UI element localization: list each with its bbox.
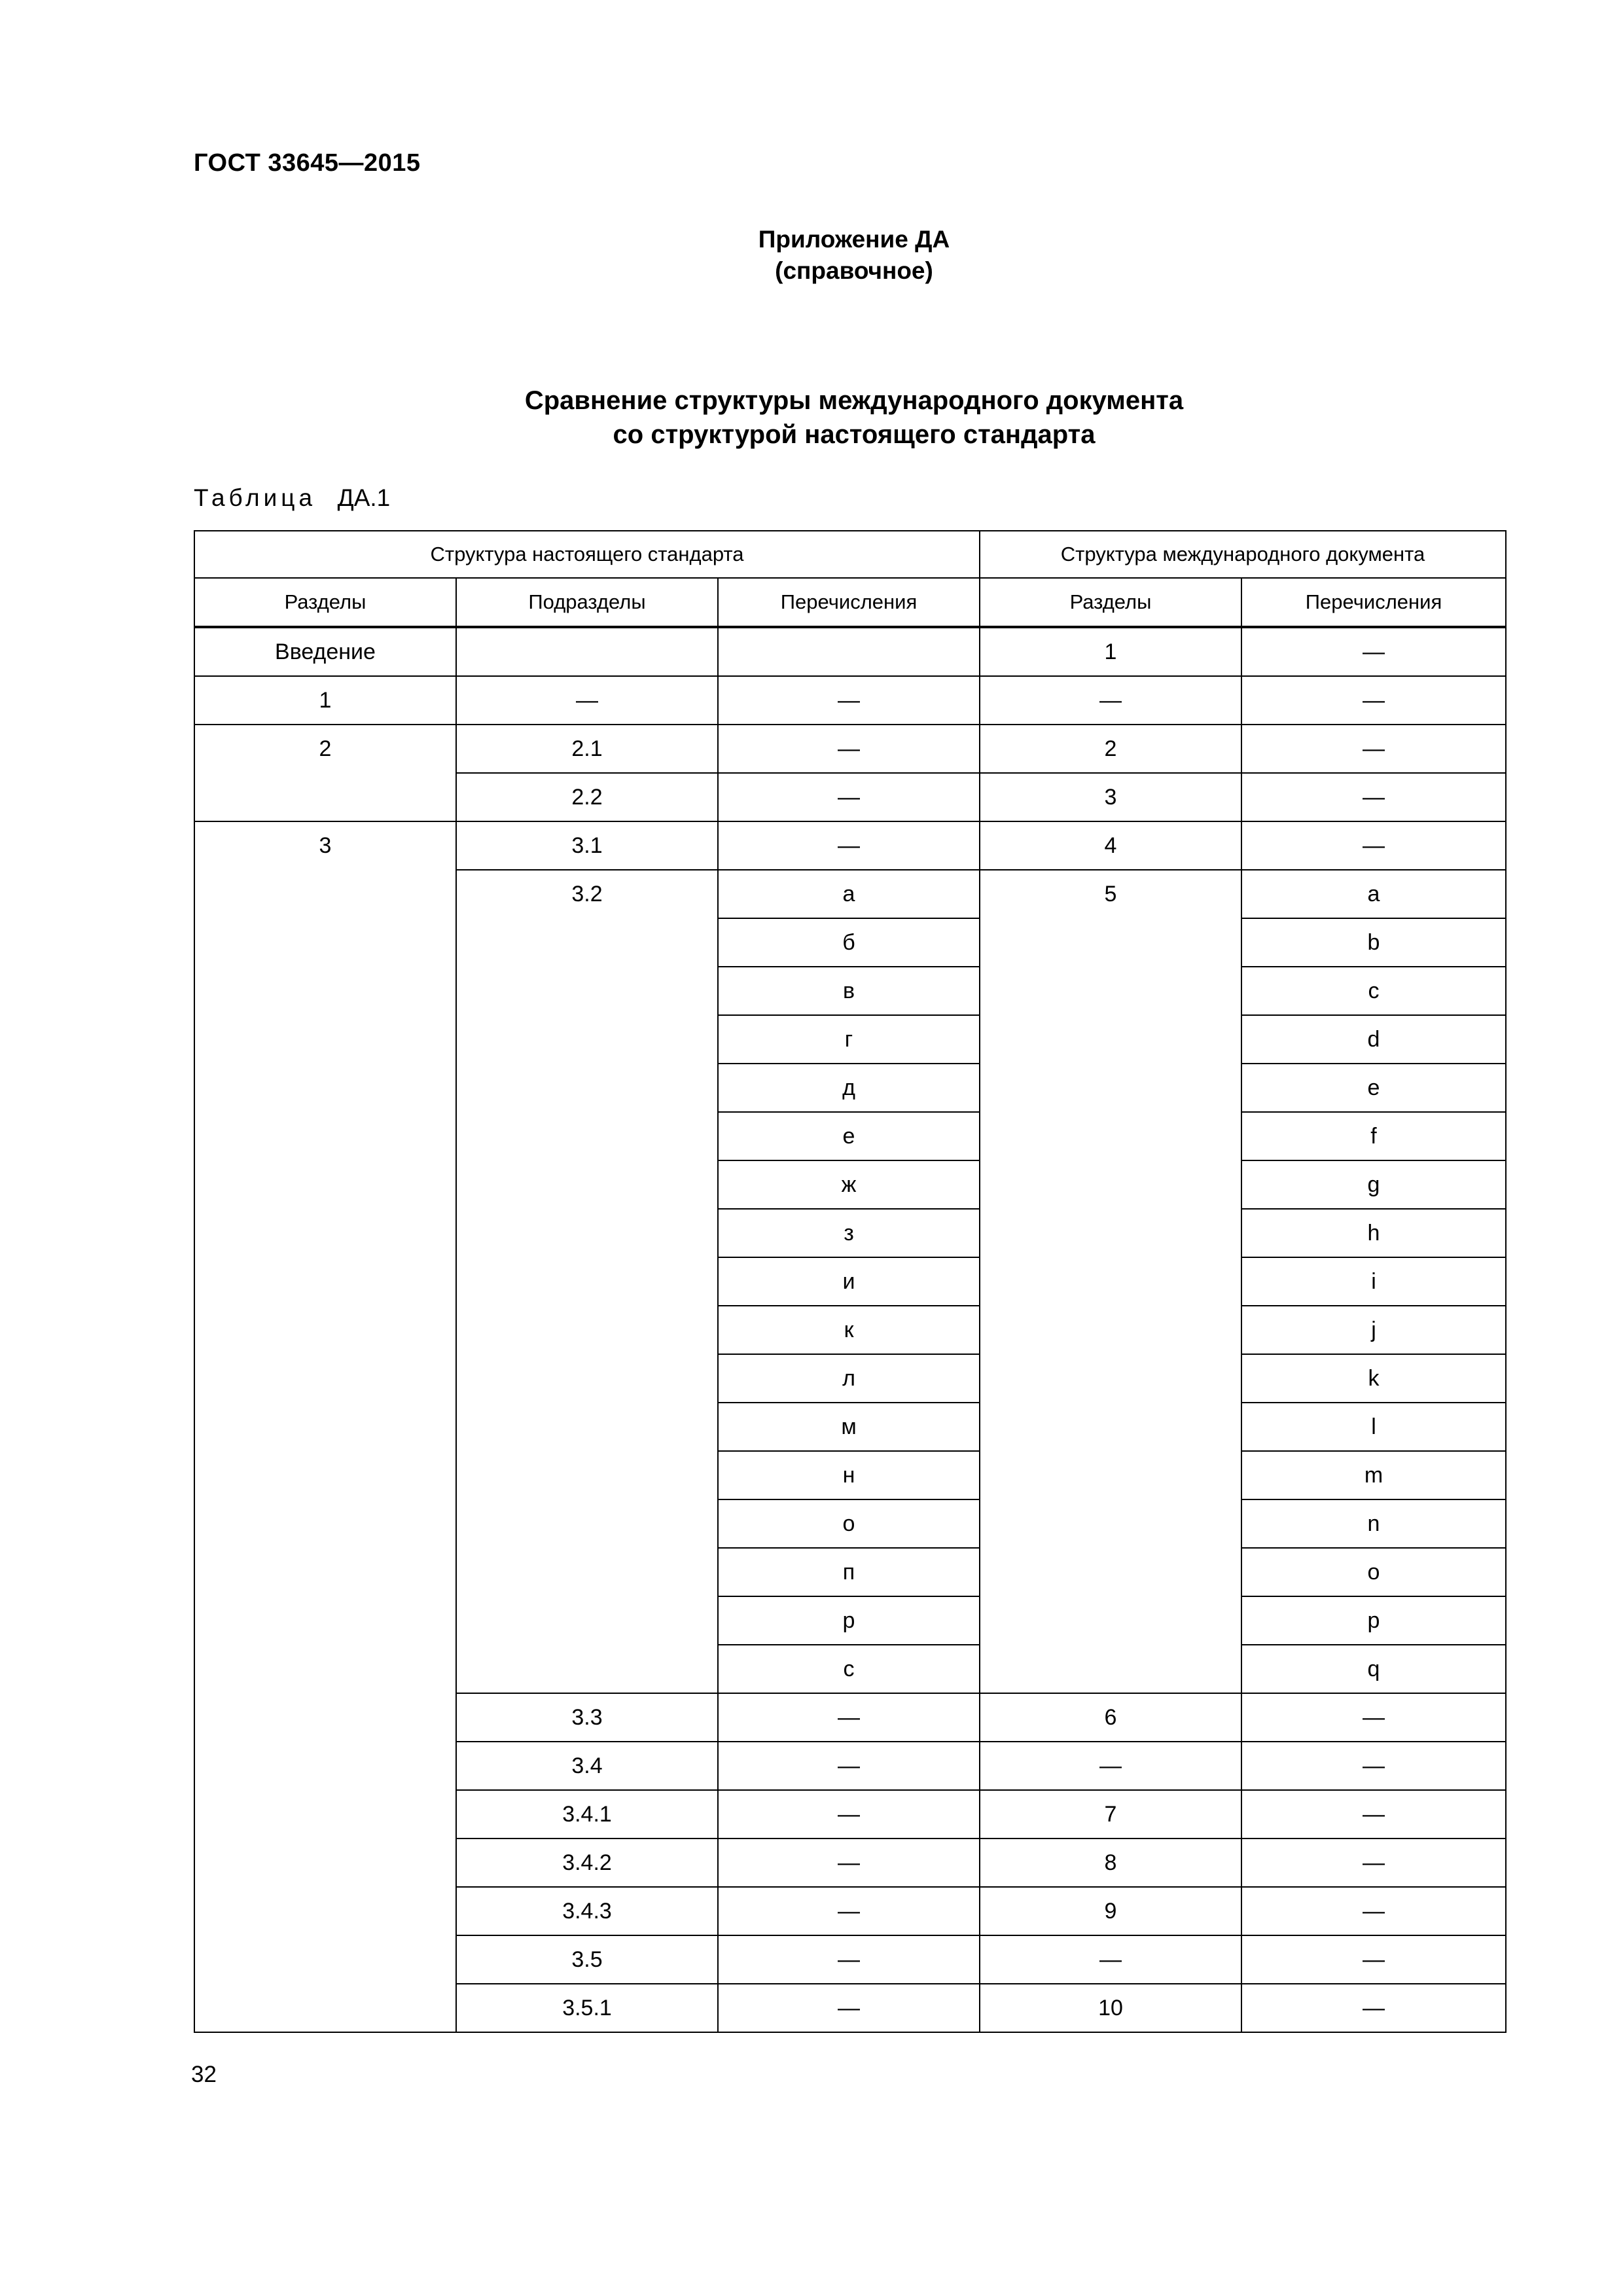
cell-subsection: 3.4.3 bbox=[456, 1887, 718, 1935]
cell-subsection bbox=[456, 627, 718, 676]
cell-enum: д bbox=[718, 1064, 980, 1112]
cell-intl-section: 8 bbox=[980, 1839, 1241, 1887]
cell-enum: м bbox=[718, 1403, 980, 1451]
cell-intl-section: 4 bbox=[980, 821, 1241, 870]
cell-intl-enum: — bbox=[1241, 676, 1506, 725]
cell-intl-enum: — bbox=[1241, 1839, 1506, 1887]
annex-subtitle: (справочное) bbox=[775, 257, 933, 284]
cell-enum bbox=[718, 627, 980, 676]
cell-enum: н bbox=[718, 1451, 980, 1499]
cell-enum: л bbox=[718, 1354, 980, 1403]
cell-intl-enum: a bbox=[1241, 870, 1506, 918]
cell-intl-enum: n bbox=[1241, 1499, 1506, 1548]
table-label-number: ДА.1 bbox=[337, 484, 391, 511]
cell-intl-enum: j bbox=[1241, 1306, 1506, 1354]
cell-enum: — bbox=[718, 1935, 980, 1984]
cell-intl-section: — bbox=[980, 1742, 1241, 1790]
cell-subsection: 3.2 bbox=[456, 870, 718, 1693]
table-row bbox=[194, 725, 1506, 773]
col-header-subsections: Подразделы bbox=[456, 578, 718, 627]
cell-section: 2 bbox=[194, 725, 456, 821]
cell-enum: а bbox=[718, 870, 980, 918]
cell-enum: — bbox=[718, 1839, 980, 1887]
cell-subsection: — bbox=[456, 676, 718, 725]
cell-subsection: 3.5 bbox=[456, 1935, 718, 1984]
standard-number: ГОСТ 33645—2015 bbox=[194, 149, 421, 177]
cell-intl-section: 10 bbox=[980, 1984, 1241, 2032]
document-title-line1: Сравнение структуры международного документа bbox=[524, 386, 1184, 415]
cell-subsection: 3.4.1 bbox=[456, 1790, 718, 1839]
cell-intl-section: 9 bbox=[980, 1887, 1241, 1935]
cell-intl-enum: — bbox=[1241, 821, 1506, 870]
table-label-word: Таблица bbox=[194, 484, 317, 511]
cell-intl-enum: e bbox=[1241, 1064, 1506, 1112]
cell-enum: п bbox=[718, 1548, 980, 1596]
cell-intl-section: — bbox=[980, 1935, 1241, 1984]
cell-enum: — bbox=[718, 1790, 980, 1839]
table-label bbox=[194, 484, 390, 512]
group-header-row bbox=[194, 531, 1506, 578]
cell-subsection: 3.3 bbox=[456, 1693, 718, 1742]
comparison-table bbox=[194, 530, 1507, 2033]
cell-subsection: 2.2 bbox=[456, 773, 718, 821]
table-row bbox=[194, 821, 1506, 870]
cell-intl-enum: h bbox=[1241, 1209, 1506, 1257]
cell-enum: — bbox=[718, 676, 980, 725]
cell-intl-enum: b bbox=[1241, 918, 1506, 967]
table-row bbox=[194, 676, 1506, 725]
col-header-enumerations: Перечисления bbox=[718, 578, 980, 627]
cell-enum: г bbox=[718, 1015, 980, 1064]
cell-intl-enum: — bbox=[1241, 1742, 1506, 1790]
cell-enum: р bbox=[718, 1596, 980, 1645]
col-header-intl-sections: Разделы bbox=[980, 578, 1241, 627]
cell-intl-enum: — bbox=[1241, 725, 1506, 773]
cell-intl-enum: — bbox=[1241, 1887, 1506, 1935]
cell-enum: — bbox=[718, 1984, 980, 2032]
cell-enum: в bbox=[718, 967, 980, 1015]
col-header-intl-enumerations: Перечисления bbox=[1241, 578, 1506, 627]
cell-intl-enum: g bbox=[1241, 1160, 1506, 1209]
document-title-line2: со структурой настоящего стандарта bbox=[613, 420, 1096, 449]
cell-intl-section: 5 bbox=[980, 870, 1241, 1693]
cell-intl-enum: — bbox=[1241, 1790, 1506, 1839]
cell-section: 1 bbox=[194, 676, 456, 725]
cell-enum: с bbox=[718, 1645, 980, 1693]
cell-enum: к bbox=[718, 1306, 980, 1354]
header-international: Структура международного документа bbox=[980, 531, 1506, 578]
cell-enum: — bbox=[718, 1693, 980, 1742]
cell-intl-enum: m bbox=[1241, 1451, 1506, 1499]
page-number: 32 bbox=[191, 2062, 217, 2087]
cell-intl-enum: k bbox=[1241, 1354, 1506, 1403]
cell-enum: — bbox=[718, 821, 980, 870]
cell-intl-enum: — bbox=[1241, 1693, 1506, 1742]
cell-enum: б bbox=[718, 918, 980, 967]
cell-enum: е bbox=[718, 1112, 980, 1160]
cell-subsection: 3.4.2 bbox=[456, 1839, 718, 1887]
cell-intl-enum: f bbox=[1241, 1112, 1506, 1160]
cell-enum: з bbox=[718, 1209, 980, 1257]
cell-intl-enum: q bbox=[1241, 1645, 1506, 1693]
cell-section: 3 bbox=[194, 821, 456, 2032]
cell-intl-section: 2 bbox=[980, 725, 1241, 773]
cell-enum: ж bbox=[718, 1160, 980, 1209]
cell-intl-enum: — bbox=[1241, 1935, 1506, 1984]
cell-intl-enum: — bbox=[1241, 1984, 1506, 2032]
cell-intl-section: 1 bbox=[980, 627, 1241, 676]
cell-section: Введение bbox=[194, 627, 456, 676]
cell-intl-enum: i bbox=[1241, 1257, 1506, 1306]
cell-enum: — bbox=[718, 1887, 980, 1935]
cell-intl-enum: d bbox=[1241, 1015, 1506, 1064]
col-header-sections: Разделы bbox=[194, 578, 456, 627]
cell-enum: и bbox=[718, 1257, 980, 1306]
cell-subsection: 3.5.1 bbox=[456, 1984, 718, 2032]
cell-subsection: 3.4 bbox=[456, 1742, 718, 1790]
cell-intl-enum: — bbox=[1241, 627, 1506, 676]
cell-intl-enum: o bbox=[1241, 1548, 1506, 1596]
cell-subsection: 3.1 bbox=[456, 821, 718, 870]
annex-title: Приложение ДА bbox=[758, 226, 950, 253]
cell-enum: о bbox=[718, 1499, 980, 1548]
column-header-row bbox=[194, 578, 1506, 627]
header-this-standard: Структура настоящего стандарта bbox=[194, 531, 980, 578]
cell-intl-enum: — bbox=[1241, 773, 1506, 821]
cell-intl-enum: l bbox=[1241, 1403, 1506, 1451]
cell-enum: — bbox=[718, 773, 980, 821]
cell-intl-enum: c bbox=[1241, 967, 1506, 1015]
cell-enum: — bbox=[718, 725, 980, 773]
cell-intl-section: 6 bbox=[980, 1693, 1241, 1742]
table-row bbox=[194, 627, 1506, 676]
cell-intl-section: — bbox=[980, 676, 1241, 725]
cell-intl-section: 3 bbox=[980, 773, 1241, 821]
cell-intl-enum: p bbox=[1241, 1596, 1506, 1645]
cell-subsection: 2.1 bbox=[456, 725, 718, 773]
annex-heading bbox=[0, 224, 1623, 287]
cell-intl-section: 7 bbox=[980, 1790, 1241, 1839]
cell-enum: — bbox=[718, 1742, 980, 1790]
document-title bbox=[0, 384, 1623, 452]
